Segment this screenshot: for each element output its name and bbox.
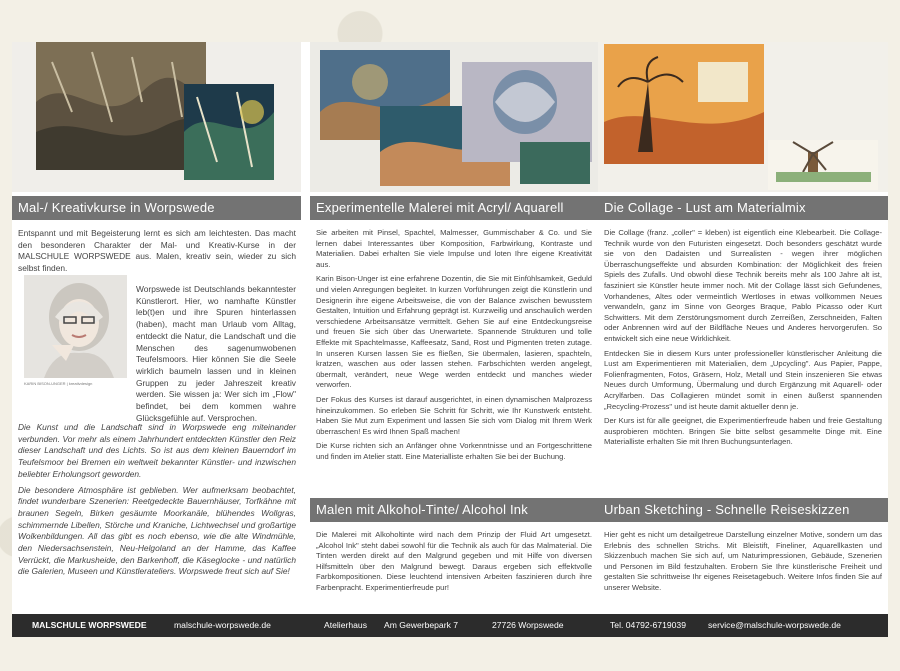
italic-paragraph-1: Die Kunst und die Landschaft sind in Worpswede eng miteinander verbunden. Vor mehr als einem Jahrhundert entdeckten Künstler den Reiz dieser Landschaft und des Lichts. So ist aus dem kleinen Bauerndorf im Teufelsmoor bei Bremen ein weltweit bekannter Künstler- und inzwischen beliebter Erholungsort geworden. xyxy=(18,422,296,479)
intro-text xyxy=(18,228,296,279)
italic-paragraph-2: Die besondere Atmosphäre ist geblieben. Wer aufmerksam beobachtet, findet wunderbare Szenerien: Reetgedeckte Bauernhäuser, Torfkähne mit braunen Segeln, Birken gesäumte Moorkanäle, blühendes Wollgras, schimmernde Libellen, Störche und Kraniche, Lichtwechsel und großartige Wolkenbildungen. All das gibt es noch ebenso, wie die alte Windmühle, den Niedersachsenstein, Neu-Helgoland an der Hamme, das Kaffee Verrückt, die Markusheide, den Barkenhoff, die Käseglocke - und natürlich die Galerien, Museen und Künstlerateliers. Worpswede freut sich auf Sie! xyxy=(18,484,296,577)
header-images-collage xyxy=(598,42,888,192)
section-title-urban-sketching: Urban Sketching - Schnelle Reiseskizzen xyxy=(598,498,888,522)
alcohol-ink-paragraph: Die Malerei mit Alkoholtinte wird nach dem Prinzip der Fluid Art umgesetzt. „Alcohol Ink" steht dabei sowohl für die Technik als auch für das Malmaterial. Die Tinten werden direkt auf den Malgrund gegeben und mit Hilfe von diversen Hilfsmitteln über den Malgrund bewegt. Daraus ergeben sich effektvolle Farbkompositionen. Diese leuchtend intensiven Arbeiten faszinieren durch ihre Farbenpracht. Experimentierfreude pur! xyxy=(316,530,592,592)
worpswede-paragraph: Worpswede ist Deutschlands bekanntester Künstlerort. Hier, wo namhafte Künstler leb(t)en und ihre Spuren hinterlassen (haben), macht man Urlaub vom Alltag, entdeckt die Natur, die Landschaft und die Menschen des sagenumwobenen Teufelsmoors. Hier können Sie die Seele wirklich baumeln lassen und in kleinen Gruppen zu jeder Jahreszeit kreativ werden. Sie wissen ja: Wer sich im „Flow" befindet, bei dem kommen wahre Glücksgefühle auf. Versprochen. xyxy=(136,284,296,423)
woman-portrait-image xyxy=(24,275,127,378)
footer-email-link[interactable]: service@malschule-worpswede.de xyxy=(708,620,841,630)
footer-atelier: Atelierhaus xyxy=(324,620,367,630)
collage-paragraph-2: Entdecken Sie in diesem Kurs unter professioneller künstlerischer Anleitung die Lust am Experimentieren mit Materialien, dem „Upcycling". Aus Papier, Pappe, Folienfragmenten, Fotos, Gräsern, Holz, Metall und Stein inszenieren Sie etwas Neues durch Umformung, Übermalung und durch Ergänzung mit Aquarell- oder Acrylfarben. Das Collagieren mündet somit in einen äußerst spannenden „Recycling-Prozess" und ist heute damit aktueller denn je. xyxy=(604,348,882,411)
malerei-paragraph-1: Sie arbeiten mit Pinsel, Spachtel, Malmesser, Gummischaber & Co. und Sie lernen dabei Interessantes über Komposition, Farbwirkung, Kontraste und Materialien. Dabei erhalten Sie viele Impulse und loten Ihre eigene Kreativität aus. xyxy=(316,228,592,269)
header-images-acrylic xyxy=(310,42,599,192)
italic-text xyxy=(18,422,296,582)
malerei-paragraph-3: Der Fokus des Kurses ist darauf ausgerichtet, in einen dynamischen Malprozess hineinzukommen. So erleben Sie Schritt für Schritt, wie Ihr Kunstwerk entsteht. Haben Sie Mut zum Experiment und lassen Sie sich vom Dialog mit Ihrem Werk überraschen! Es wird Ihnen Spaß machen! xyxy=(316,394,592,436)
landscape-paintings-image xyxy=(12,42,301,192)
urban-sketching-text xyxy=(604,530,882,598)
section-title-alcohol-ink: Malen mit Alkohol-Tinte/ Alcohol Ink xyxy=(310,498,599,522)
header-images-landscape xyxy=(12,42,301,192)
acrylic-paintings-image xyxy=(310,42,599,192)
experimentelle-malerei-text xyxy=(316,228,592,466)
collage-paragraph-3: Der Kurs ist für alle geeignet, die Experimentierfreude haben und freie Gestaltung ausprobieren möchten. Bringen Sie bitte selbst gesammelte Dinge mit. Eine Materialliste erhalten Sie mit Ihren Buchungsunterlagen. xyxy=(604,416,882,447)
footer-school-name: MALSCHULE WORPSWEDE xyxy=(32,620,147,630)
footer-street: Am Gewerbepark 7 xyxy=(384,620,459,630)
urban-sketching-paragraph: Hier geht es nicht um detailgetreue Darstellung einzelner Motive, sondern um das Erlebnis des schnellen Strichs. Mit Bleistift, Fineliner, Aquarellkasten und Skizzenbuch machen Sie sich auf, um Naturimpressionen, Gebäude, Szenerien und Personen im Bild festzuhalten. Erobern Sie Ihre künstlerische Freiheit und gestalten Sie schrittweise Ihr eigenes Reisetagebuch. Weitere Infos finden Sie auf unserer Website. xyxy=(604,530,882,592)
brochure-sheet xyxy=(12,42,888,637)
collage-text xyxy=(604,228,882,452)
footer-website-link[interactable]: malschule-worpswede.de xyxy=(174,620,271,630)
footer-bar xyxy=(12,614,888,637)
portrait-photo xyxy=(24,275,127,378)
footer-phone[interactable]: Tel. 04792-6719039 xyxy=(610,620,686,630)
malerei-paragraph-4: Die Kurse richten sich an Anfänger ohne Vorkenntnisse und an Fortgeschrittene und finden im Atelier statt. Eine Materialliste erhalten Sie bei der Buchung. xyxy=(316,441,592,461)
portrait-caption: KARIN BISON-UNGER | kreativdesign xyxy=(24,381,93,386)
section-title-collage: Die Collage - Lust am Materialmix xyxy=(598,196,888,220)
alcohol-ink-text xyxy=(316,530,592,598)
collage-paragraph-1: Die Collage (franz. „coller" = kleben) ist eigentlich eine Klebearbeit. Die Collage-Technik wurde von den Futuristen eingesetzt. Doch besonders geschätzt wurde sie von den Dadaisten und Surrealisten - wegen ihrer möglichen Überraschungseffekte und absurden Kombination: der Möglichkeit des freien Spiels des Zufalls. Und obwohl diese Technik bereits mehr als 100 Jahre alt ist, fasziniert sie Künstler heute immer noch. Mit der Collage lässt sich Gefundenes, Vorhandenes, Altes oder vermeintlich Wertloses in etwas vollkommen Neues verwandeln, ganz im Sinne von Georges Braque, Pablo Picasso oder Kurt Schwitters. Mit dem Zerstörungsmoment durch Zerreißen, Zerschneiden, Falten oder Anbrennen wird auf der Bildfläche Neues und Anderes hervorgerufen. So entwickelt sich eine neue Wirklichkeit. xyxy=(604,228,882,343)
section-title-experimentelle-malerei: Experimentelle Malerei mit Acryl/ Aquarell xyxy=(310,196,599,220)
section-title-kreativkurse: Mal-/ Kreativkurse in Worpswede xyxy=(12,196,301,220)
intro-paragraph: Entspannt und mit Begeisterung lernt es sich am leichtesten. Das macht den besonderen Charakter der Mal- und Kreativ-Kurse in der MALSCHULE WORPSWEDE aus. Malen, kreativ sein, wieder zu sich selbst finden. xyxy=(18,228,296,274)
malerei-paragraph-2: Karin Bison-Unger ist eine erfahrene Dozentin, die Sie mit Einfühlsamkeit, Geduld und vielen Anregungen begleitet. In kurzen Vorführungen zeigt die Künstlerin und Designerin ihre eigene Arbeitsweise, die von der Balance zwischen bewusstem Gestalten, Intuition und Erfahrung geprägt ist. Kurzweilig und anschaulich werden verschiedene Arbeitsansätze vermittelt. Gehen Sie auf eine Entdeckungsreise und freuen Sie sich über das Unerwartete. Spannende Strukturen und tolle Effekte mit Spachtelmasse, Kaffeesatz, Sand, Rost und Pigmenten treten zutage. In unseren Kursen lassen Sie es fließen, Sie übermalen, lasieren, spachteln, kratzen, waschen aus oder lassen stehen. Farbschichten werden angelegt, übermalt, verändert, neue Wege werden entdeckt und manches wieder verworfen. xyxy=(316,274,592,390)
footer-city: 27726 Worpswede xyxy=(492,620,564,630)
worpswede-text xyxy=(136,284,296,428)
collage-paintings-image xyxy=(598,42,888,192)
